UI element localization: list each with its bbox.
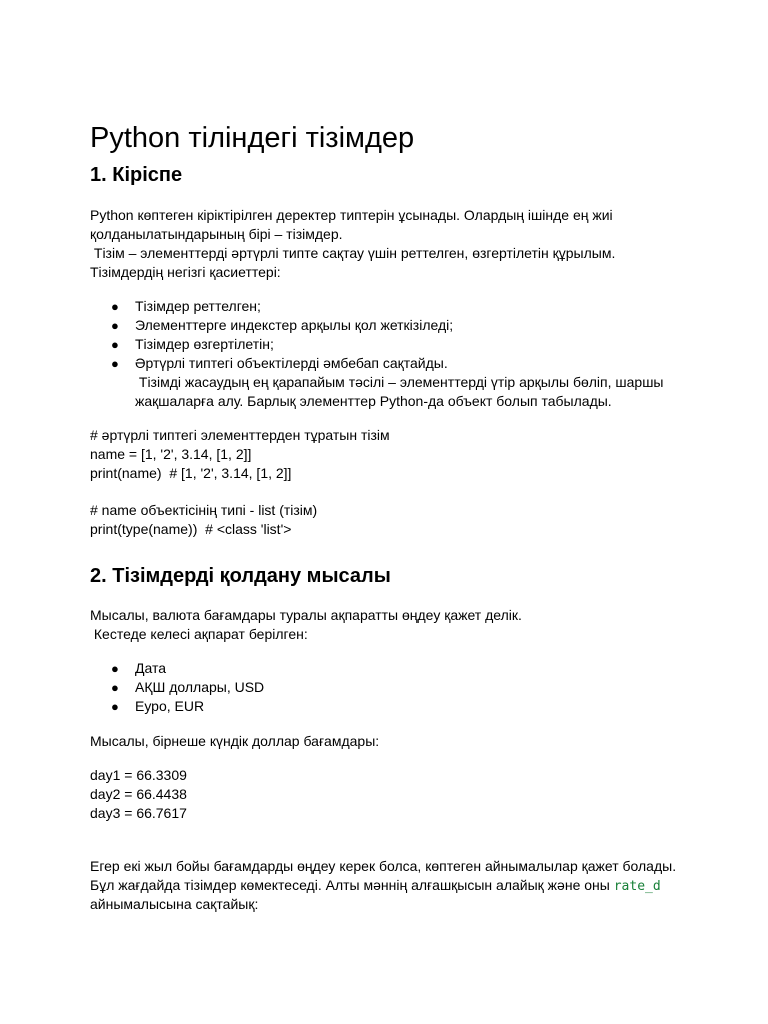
list-item-text: Әртүрлі типтегі объектілерді әмбебап сақтайды. [135,355,448,371]
list-item-text: Элементтерге индекстер арқылы қол жеткізіледі; [135,317,454,333]
code-line: print(type(name)) # <class 'list'> [90,521,292,537]
properties-list [90,297,664,411]
bullet-icon: ● [111,299,119,314]
list-item [90,354,664,411]
text-fragment: Бұл жағдайда тізімдер көмектеседі. Алты мәннің алғашқысын алайық және оны [90,877,614,893]
code-snippet-1 [90,426,390,483]
bullet-icon: ● [111,661,119,676]
text-line: айнымалысына сақтайық: [90,896,259,912]
closing-paragraph [90,857,676,914]
list-item-text: Тізімдер өзгертілетін; [135,336,274,352]
inline-code: rate_d [613,879,661,894]
bullet-icon: ● [111,680,119,695]
list-item-continuation: Тізімді жасаудың ең қарапайым тәсілі – элементтерді үтір арқылы бөліп, шаршы [135,374,664,390]
list-item-text: АҚШ доллары, USD [135,679,265,695]
code-line: name = [1, '2', 3.14, [1, 2]] [90,446,252,462]
text-line: Тізімдердің негізгі қасиеттері: [90,264,281,280]
code-line: day2 = 66.4438 [90,786,187,802]
list-item-text: Еуро, EUR [135,698,205,714]
text-line [90,876,676,895]
code-line: # name объектісінің типі - list (тізім) [90,502,318,518]
rates-block [90,766,187,823]
document-title: Python тіліндегі тізімдер [90,122,415,154]
text-line: Егер екі жыл бойы бағамдарды өңдеу керек болса, көптеген айнымалылар қажет болады. [90,858,677,874]
list-item [90,678,264,697]
usage-intro-paragraph [90,606,522,644]
list-item-text: Тізімдер реттелген; [135,298,261,314]
list-item-continuation: жақшаларға алу. Барлық элементтер Python-да объект болып табылады. [135,393,612,409]
section-heading-usage: 2. Тізімдерді қолдану мысалы [90,565,391,587]
list-item-text: Дата [135,660,167,676]
bullet-icon: ● [111,318,119,333]
section-heading-intro: 1. Кіріспе [90,164,183,186]
text-line: Тізім – элементтерді әртүрлі типте сақтау үшін реттелген, өзгертілетін құрылым. [90,245,616,261]
intro-paragraph [90,206,615,282]
text-line: Кестеде келесі ақпарат берілген: [90,626,308,642]
code-line: day3 = 66.7617 [90,805,187,821]
code-snippet-2 [90,501,317,539]
code-line: # әртүрлі типтегі элементтерден тұратын тізім [90,427,390,443]
list-item [90,335,664,354]
list-item [90,659,264,678]
bullet-icon: ● [111,337,119,352]
table-fields-list [90,659,264,716]
bullet-icon: ● [111,356,119,371]
bullet-icon: ● [111,699,119,714]
text-line: Python көптеген кіріктірілген деректер типтерін ұсынады. Олардың ішінде ең жиі [90,207,613,223]
code-line: day1 = 66.3309 [90,767,187,783]
text-line: Мысалы, валюта бағамдары туралы ақпаратты өңдеу қажет делік. [90,607,522,623]
rates-intro: Мысалы, бірнеше күндік доллар бағамдары: [90,733,380,749]
list-item [90,316,664,335]
text-line: қолданылатындарының бірі – тізімдер. [90,226,343,242]
code-line: print(name) # [1, '2', 3.14, [1, 2]] [90,465,292,481]
list-item [90,297,664,316]
list-item [90,697,264,716]
